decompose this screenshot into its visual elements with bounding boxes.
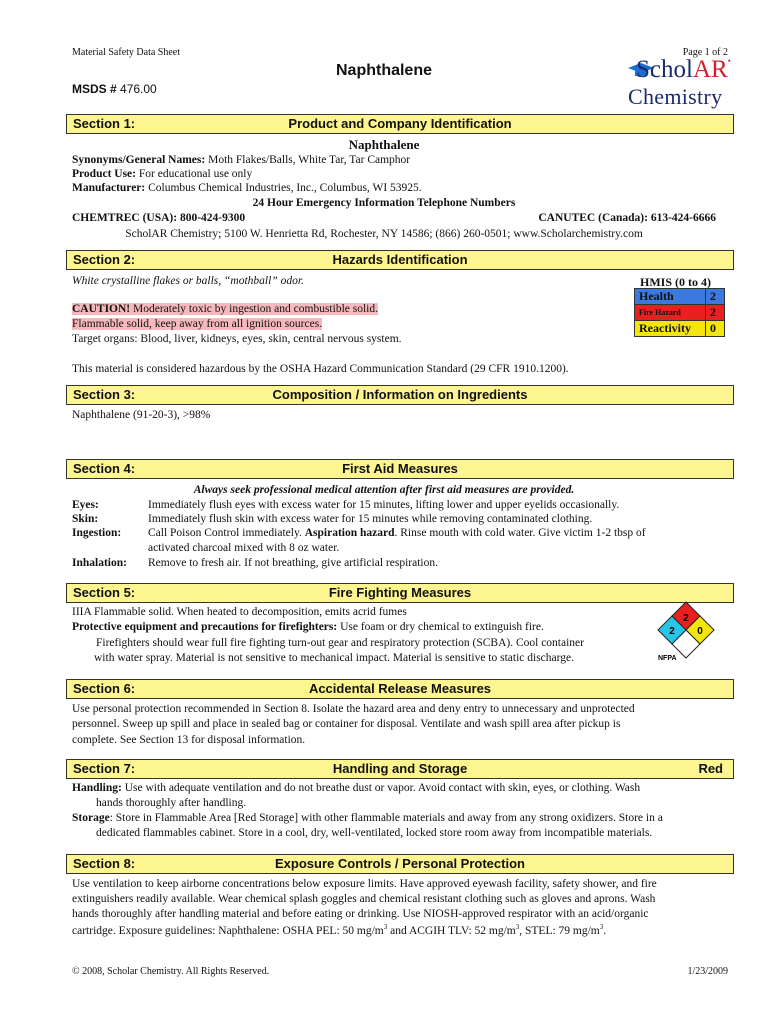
hmis-row: [635, 305, 725, 321]
hmis-value: 2: [706, 289, 725, 305]
nfpa-reactivity: 0: [697, 626, 703, 637]
company-address: ScholAR Chemistry; 5100 W. Henrietta Rd, Rochester, NY 14586; (866) 260-0501; www.Scholarchemistry.com: [125, 228, 643, 240]
section-7-header: Section 7: Handling and Storage Red: [66, 759, 734, 779]
hmis-row: [635, 289, 725, 305]
scholar-logo: [626, 56, 738, 114]
footer-copyright: © 2008, Scholar Chemistry. All Rights Reserved.: [72, 966, 270, 977]
target-organs: Target organs: Blood, liver, kidneys, eyes, skin, central nervous system.: [72, 333, 402, 345]
hmis-table: [634, 288, 725, 337]
hmis-row: [635, 321, 725, 337]
release-line-2: personnel. Sweep up spill and place in sealed bag or container for disposal. Ventilate and wash spill area after pickup is: [72, 718, 621, 730]
footer-date: 1/23/2009: [687, 966, 728, 977]
storage-line-1: Storage: Store in Flammable Area [Red Storage] with other flammable materials and away from any strong oxidizers. Store in a: [72, 812, 663, 824]
composition: Naphthalene (91-20-3), >98%: [72, 409, 211, 421]
hmis-label: Health: [635, 289, 706, 305]
fire-line-3: Firefighters should wear full fire fighting turn-out gear and respiratory protection (SCBA). Cool container: [96, 637, 584, 649]
caution: CAUTION! Moderately toxic by ingestion and combustible solid.: [72, 303, 378, 315]
first-aid-ingestion-cont: activated charcoal mixed with 8 oz water.: [148, 542, 340, 554]
nfpa-health: 2: [669, 626, 675, 637]
emergency-heading: 24 Hour Emergency Information Telephone Numbers: [252, 197, 516, 209]
handling-line-1: Handling: Use with adequate ventilation and do not breathe dust or vapor. Avoid contact with skin, eyes, or clothing. Wash: [72, 782, 641, 794]
nfpa-label: NFPA: [658, 655, 677, 662]
manufacturer: Manufacturer: Columbus Chemical Industries, Inc., Columbus, WI 53925.: [72, 182, 422, 194]
hmis-value: 2: [706, 305, 725, 321]
release-line-1: Use personal protection recommended in Section 8. Isolate the hazard area and deny entry to unnecessary and unprotected: [72, 703, 635, 715]
page-title: Naphthalene: [335, 62, 432, 79]
page-number: Page 1 of 2: [682, 47, 728, 58]
product-use: Product Use: For educational use only: [72, 168, 253, 180]
section-6-header: Section 6: Accidental Release Measures: [66, 679, 734, 699]
storage-line-2: dedicated flammables cabinet. Store in a cool, dry, well-ventilated, locked store room away from incompatible materials.: [96, 827, 653, 839]
nfpa-diamond-icon: [654, 600, 722, 662]
hmis-title: HMIS (0 to 4): [640, 275, 711, 289]
msds-value: 476.00: [120, 82, 157, 96]
section-8-header: Section 8: Exposure Controls / Personal Protection: [66, 854, 734, 874]
hmis-value: 0: [706, 321, 725, 337]
first-aid-intro: Always seek professional medical attention after first aid measures are provided.: [193, 484, 575, 496]
flammable-warning: Flammable solid, keep away from all ignition sources.: [72, 318, 323, 330]
first-aid-inhalation: Inhalation: Remove to fresh air. If not breathing, give artificial respiration.: [72, 557, 438, 569]
msds-label: MSDS #: [72, 82, 117, 96]
nfpa-fire: 2: [683, 613, 689, 624]
fire-line-2: Protective equipment and precautions for firefighters: Use foam or dry chemical to extinguish fire.: [72, 621, 544, 633]
exposure-line-4: cartridge. Exposure guidelines: Naphthalene: OSHA PEL: 50 $mg/m^3$ and ACGIH TLV: 52 $mg/m^3$, STEL: 79 $mg/m^3$.: [72, 923, 607, 937]
fire-line-1: IIIA Flammable solid. When heated to decomposition, emits acrid fumes: [72, 606, 407, 618]
exposure-line-3: hands thoroughly after handling material and before eating or drinking. Use NIOSH-approved respirator with an acid/organic: [72, 908, 649, 920]
first-aid-eyes: Eyes: Immediately flush eyes with excess water for 15 minutes, lifting lower and upper eyelids occasionally.: [72, 499, 620, 511]
section-5-header: Section 5: Fire Fighting Measures: [66, 583, 734, 603]
hmis-label: Fire Hazard: [635, 305, 706, 321]
hmis-label: Reactivity: [635, 321, 706, 337]
msds-number: [72, 82, 157, 96]
fire-line-4: with water spray. Material is not sensitive to mechanical impact. Material is sensitive to static discharge.: [94, 652, 574, 664]
section-3-header: Section 3: Composition / Information on Ingredients: [66, 385, 734, 405]
first-aid-ingestion: Ingestion: Call Poison Control immediately. Aspiration hazard. Rinse mouth with cold water. Give victim 1-2 tbsp of: [72, 527, 646, 539]
exposure-line-2: extinguishers readily available. Wear chemical splash goggles and chemical resistant clothing such as gloves and aprons. Wash: [72, 893, 656, 905]
document-type: Material Safety Data Sheet: [72, 47, 181, 58]
canutec-phone: CANUTEC (Canada): 613-424-6666: [538, 212, 716, 224]
release-line-3: complete. See Section 13 for disposal information.: [72, 734, 306, 746]
first-aid-skin: Skin: Immediately flush skin with excess water for 15 minutes while removing contaminated clothing.: [72, 513, 593, 525]
product-name: Naphthalene: [348, 137, 420, 152]
section-2-header: Section 2: Hazards Identification: [66, 250, 734, 270]
exposure-line-1: Use ventilation to keep airborne concentrations below exposure limits. Have approved eyewash facility, safety shower, and fire: [72, 878, 657, 890]
logo-text-top: ScholAR•: [636, 56, 731, 83]
section-4-header: Section 4: First Aid Measures: [66, 459, 734, 479]
synonyms: Synonyms/General Names: Moth Flakes/Balls, White Tar, Tar Camphor: [72, 154, 411, 166]
section-1-header: Section 1: Product and Company Identification: [66, 114, 734, 134]
logo-text-bottom: Chemistry: [628, 84, 723, 109]
handling-line-2: hands thoroughly after handling.: [96, 797, 247, 809]
osha-statement: This material is considered hazardous by the OSHA Hazard Communication Standard (29 CFR 1910.1200).: [72, 363, 569, 375]
appearance: White crystalline flakes or balls, “mothball” odor.: [72, 275, 304, 287]
chemtrec-phone: CHEMTREC (USA): 800-424-9300: [72, 212, 246, 224]
